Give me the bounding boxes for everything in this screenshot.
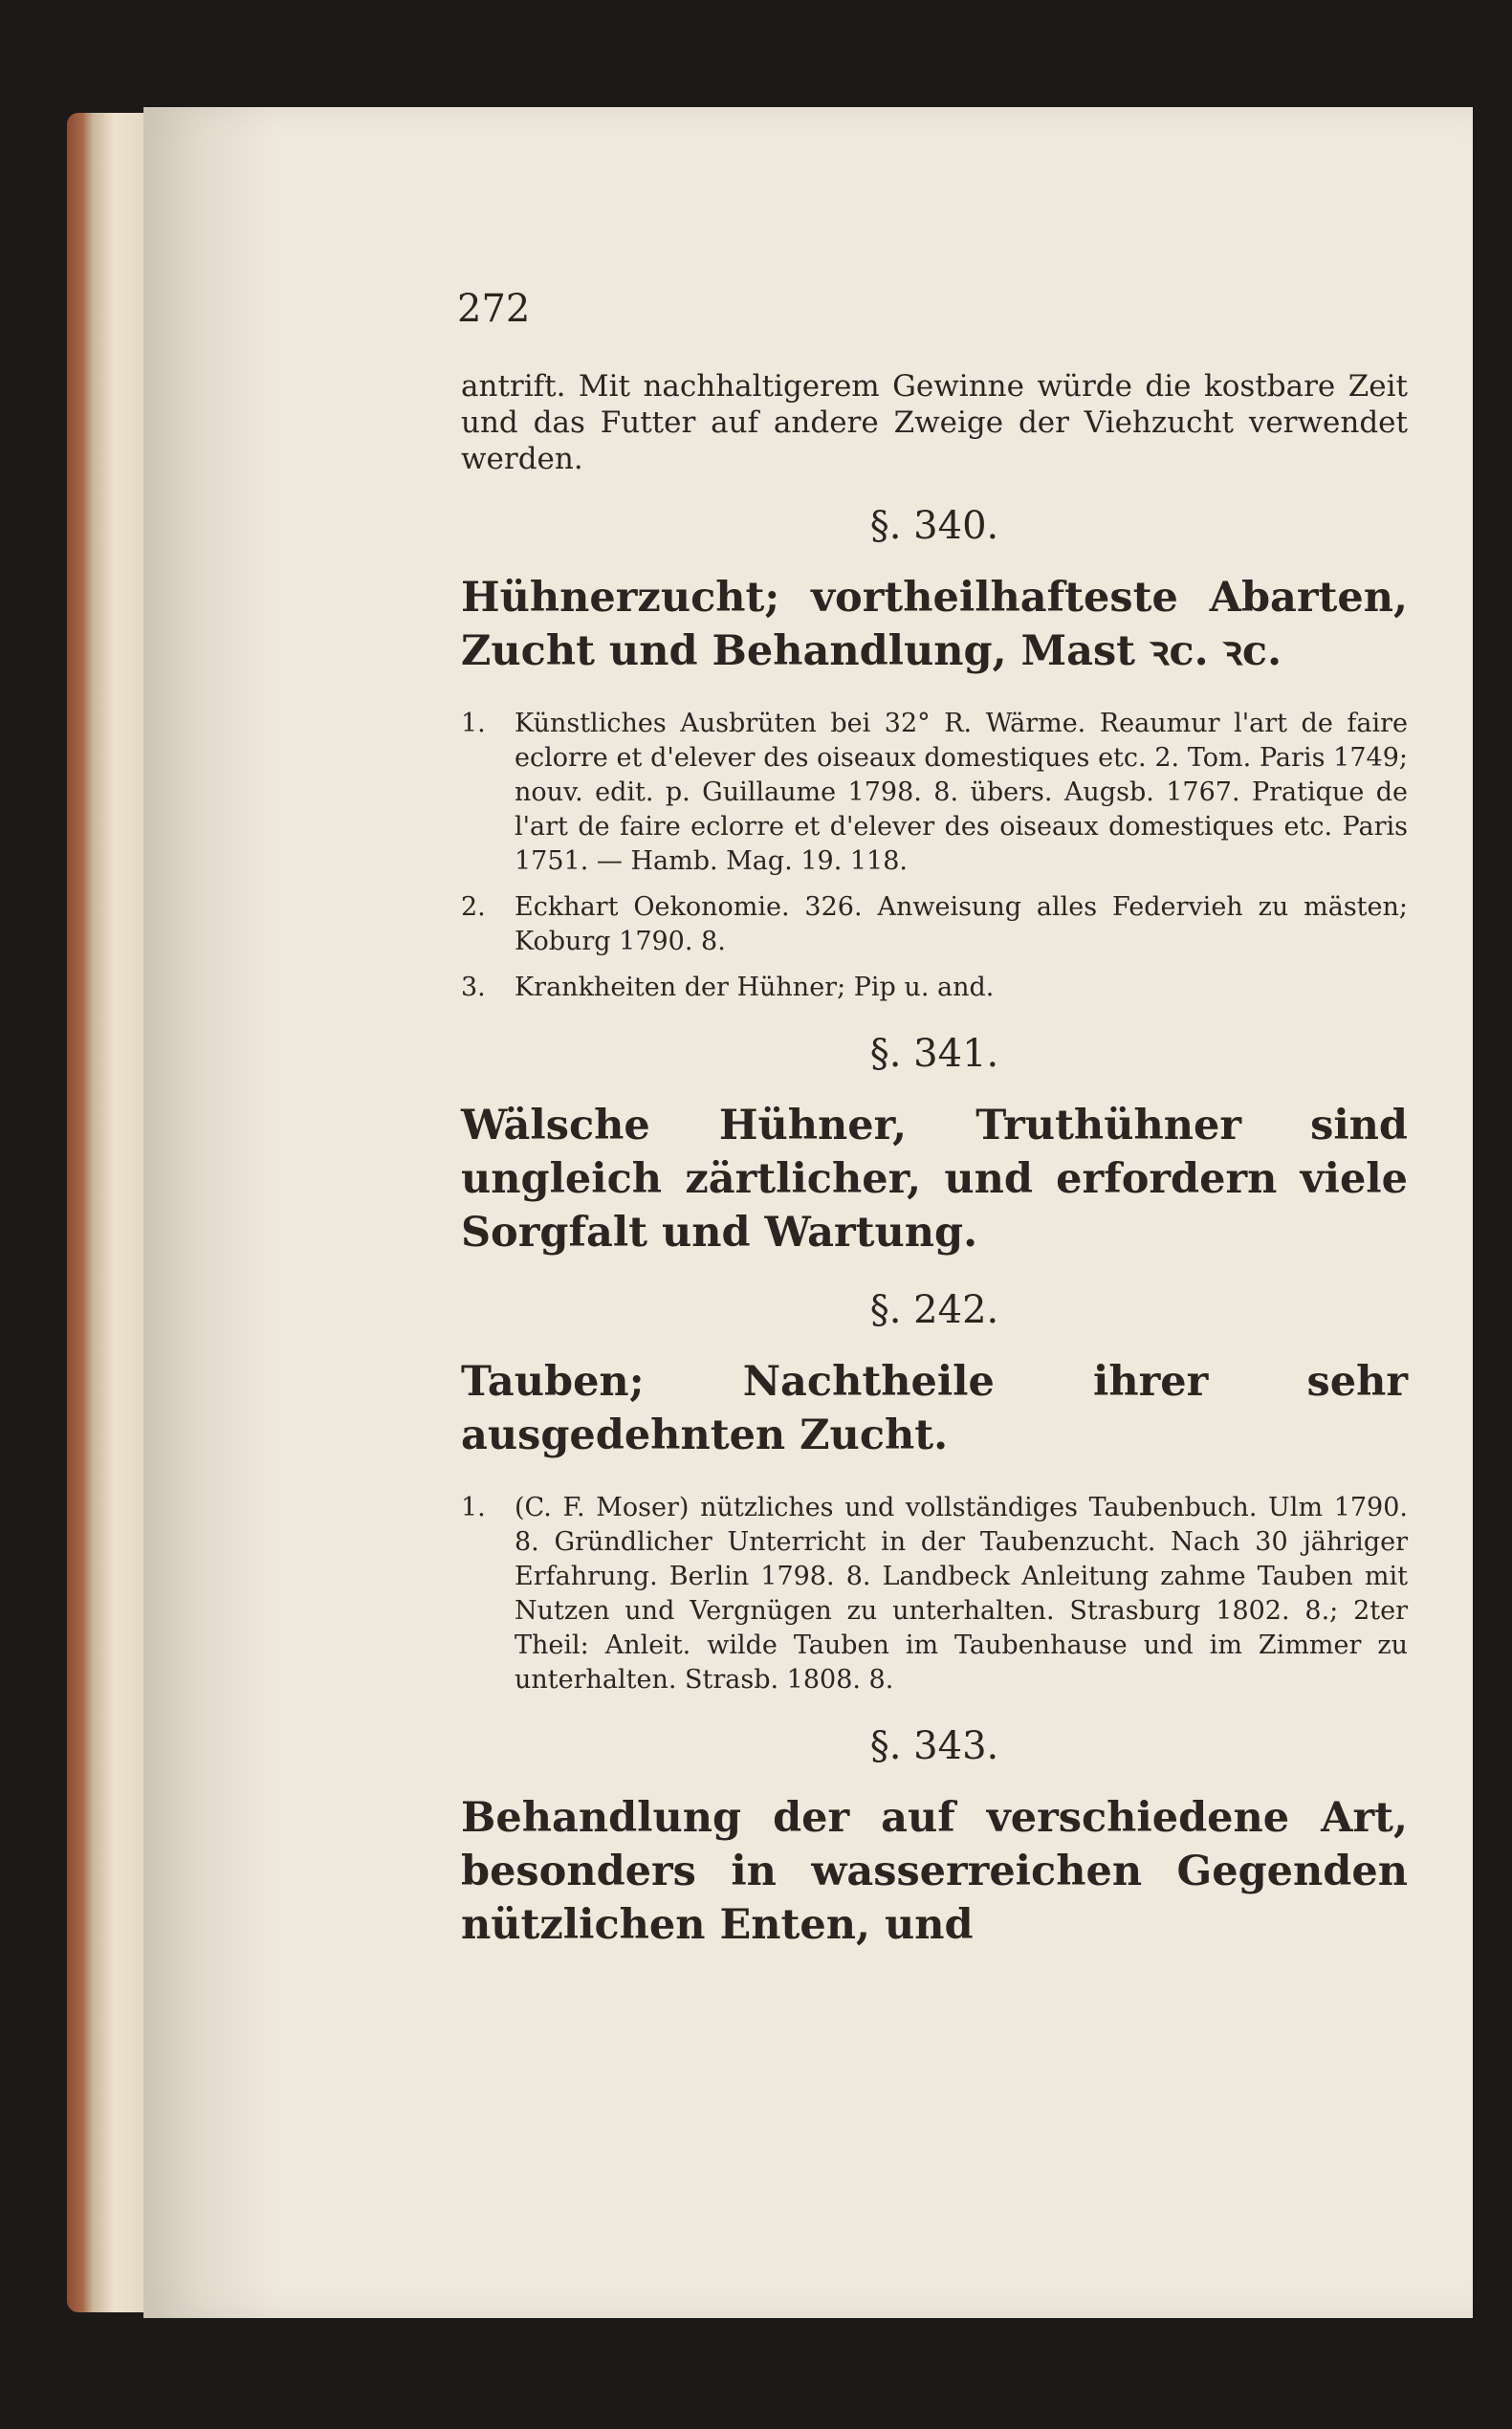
section-number: §. 343. [869, 1724, 999, 1768]
reference-item [461, 707, 1408, 879]
reference-item [461, 890, 1408, 959]
reference-text: Künstliches Ausbrüten bei 32° R. Wärme. Reaumur l'art de faire eclorre et d'elever des oiseaux domestiques etc. 2. Tom. Paris 1749; nouv. edit. p. Guillaume 1798. 8. übers. Augsb. 1767. Pratique de l'art de faire eclorre et d'elever des oiseaux domestiques etc. Paris 1751. — Hamb. Mag. 19. 118. [515, 709, 1408, 876]
reference-item [461, 1491, 1408, 1697]
reference-text: Eckhart Oekonomie. 326. Anweisung alles Federvieh zu mästen; Koburg 1790. 8. [515, 892, 1408, 956]
section-242 [461, 1288, 1408, 1697]
book-fore-edge [67, 113, 153, 2312]
section-title: Hühnerzucht; vortheilhafteste Abarten, Zucht und Behandlung, Mast ꝛc. ꝛc. [461, 574, 1408, 675]
page-gutter-shadow [143, 107, 277, 2318]
reference-number: 3. [461, 973, 486, 1002]
section-340 [461, 504, 1408, 1005]
section-title: Behandlung der auf verschiedene Art, besonders in wasserreichen Gegenden nützlichen Enten, und [461, 1794, 1408, 1949]
reference-list [461, 707, 1408, 1005]
page-number: 272 [457, 287, 531, 331]
section-341 [461, 1032, 1408, 1259]
reference-number: 2. [461, 892, 486, 922]
section-title: Tauben; Nachtheile ihrer sehr ausgedehnten Zucht. [461, 1358, 1408, 1459]
reference-number: 1. [461, 1493, 486, 1522]
reference-text: Krankheiten der Hühner; Pip u. and. [515, 973, 995, 1002]
reference-number: 1. [461, 709, 486, 738]
reference-text: (C. F. Moser) nützliches und vollständiges Taubenbuch. Ulm 1790. 8. Gründlicher Unterricht in der Taubenzucht. Nach 30 jähriger Erfahrung. Berlin 1798. 8. Landbeck Anleitung zahme Tauben mit Nutzen und Vergnügen zu unterhalten. Strasburg 1802. 8.; 2ter Theil: Anleit. wilde Tauben im Taubenhause und im Zimmer zu unterhalten. Strasb. 1808. 8. [515, 1493, 1408, 1695]
page-content [461, 368, 1408, 1980]
section-number: §. 242. [869, 1288, 999, 1332]
section-number: §. 340. [869, 504, 999, 548]
reference-item [461, 971, 1408, 1005]
section-title: Wälsche Hühner, Truthühner sind ungleich zärtlicher, und erfordern viele Sorgfalt und Wartung. [461, 1102, 1408, 1257]
section-343 [461, 1724, 1408, 1952]
reference-list [461, 1491, 1408, 1697]
opening-paragraph: antrift. Mit nachhaltigerem Gewinne würde die kostbare Zeit und das Futter auf andere Zweige der Viehzucht verwendet werden. [461, 369, 1408, 476]
section-number: §. 341. [869, 1032, 999, 1076]
